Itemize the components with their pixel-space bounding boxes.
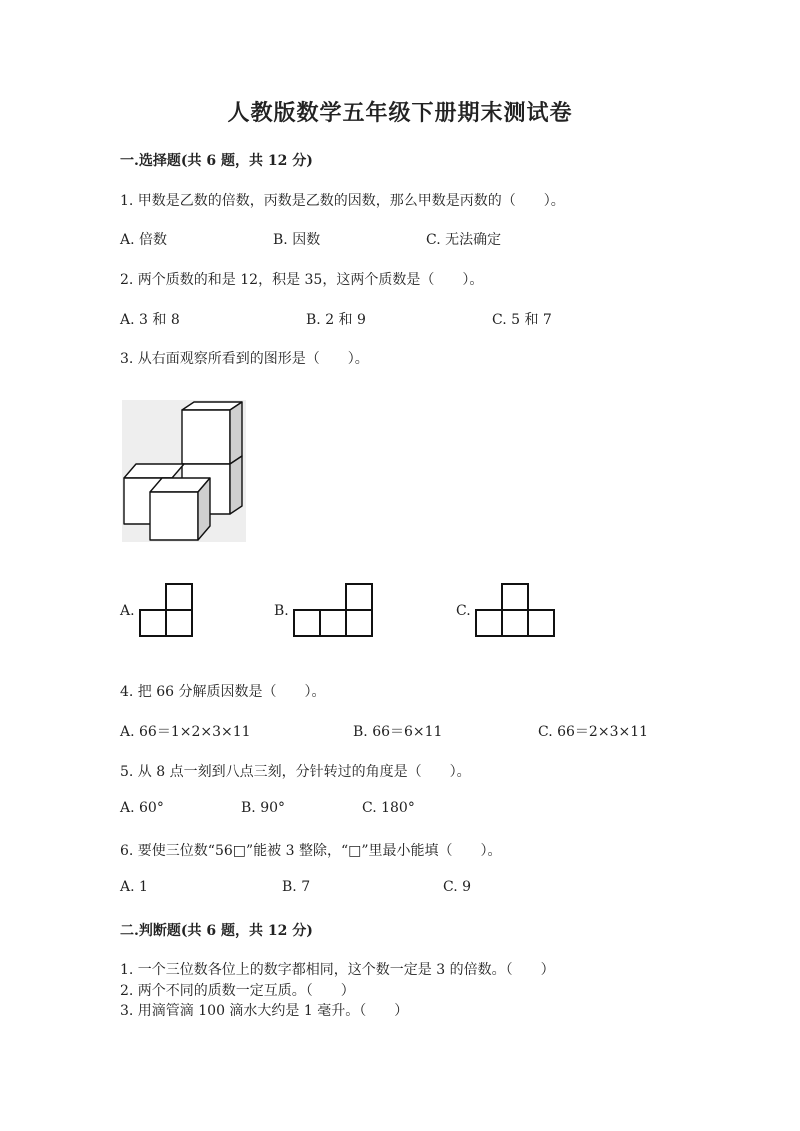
question-3-option-c-shape (474, 582, 556, 638)
question-4-option-c: C. 66＝2×3×11 (538, 724, 649, 740)
question-3-option-a-shape (138, 582, 194, 638)
question-1-option-a: A. 倍数 (120, 232, 168, 248)
question-3-option-c-label: C. (456, 603, 471, 619)
question-3-option-b-shape (292, 582, 374, 638)
question-2-stem: 2. 两个质数的和是 12，积是 35，这两个质数是（ ）。 (120, 272, 484, 288)
question-5-stem: 5. 从 8 点一刻到八点三刻，分针转过的角度是（ ）。 (120, 764, 471, 780)
question-4-option-a: A. 66＝1×2×3×11 (120, 724, 251, 740)
question-1-option-c: C. 无法确定 (426, 232, 502, 248)
question-5-option-a: A. 60° (120, 800, 164, 816)
cube-stack-figure (122, 400, 246, 542)
question-3-option-a-label: A. (120, 603, 135, 619)
question-2-option-c: C. 5 和 7 (492, 312, 552, 328)
question-6-option-c: C. 9 (443, 879, 472, 895)
question-6-option-b: B. 7 (282, 879, 311, 895)
judge-question-1: 1. 一个三位数各位上的数字都相同，这个数一定是 3 的倍数。（ ） (120, 962, 555, 978)
page-title: 人教版数学五年级下册期末测试卷 (227, 100, 573, 126)
question-6-option-a: A. 1 (120, 879, 148, 895)
question-5-option-c: C. 180° (362, 800, 415, 816)
question-1-option-b: B. 因数 (273, 232, 321, 248)
judge-question-3: 3. 用滴管滴 100 滴水大约是 1 毫升。（ ） (120, 1003, 409, 1019)
question-1-stem: 1. 甲数是乙数的倍数，丙数是乙数的因数，那么甲数是丙数的（ ）。 (120, 193, 565, 209)
judge-question-2: 2. 两个不同的质数一定互质。（ ） (120, 983, 355, 999)
question-2-option-a: A. 3 和 8 (120, 312, 180, 328)
question-4-stem: 4. 把 66 分解质因数是（ ）。 (120, 684, 326, 700)
question-3-option-b-label: B. (274, 603, 289, 619)
section-heading-choice: 一.选择题(共 6 题，共 12 分) (120, 153, 313, 169)
question-3-stem: 3. 从右面观察所看到的图形是（ ）。 (120, 351, 369, 367)
question-2-option-b: B. 2 和 9 (306, 312, 366, 328)
question-4-option-b: B. 66＝6×11 (353, 724, 443, 740)
question-5-option-b: B. 90° (241, 800, 286, 816)
section-heading-judge: 二.判断题(共 6 题，共 12 分) (120, 923, 313, 939)
question-6-stem: 6. 要使三位数“56□”能被 3 整除，“□”里最小能填（ ）。 (120, 843, 502, 859)
